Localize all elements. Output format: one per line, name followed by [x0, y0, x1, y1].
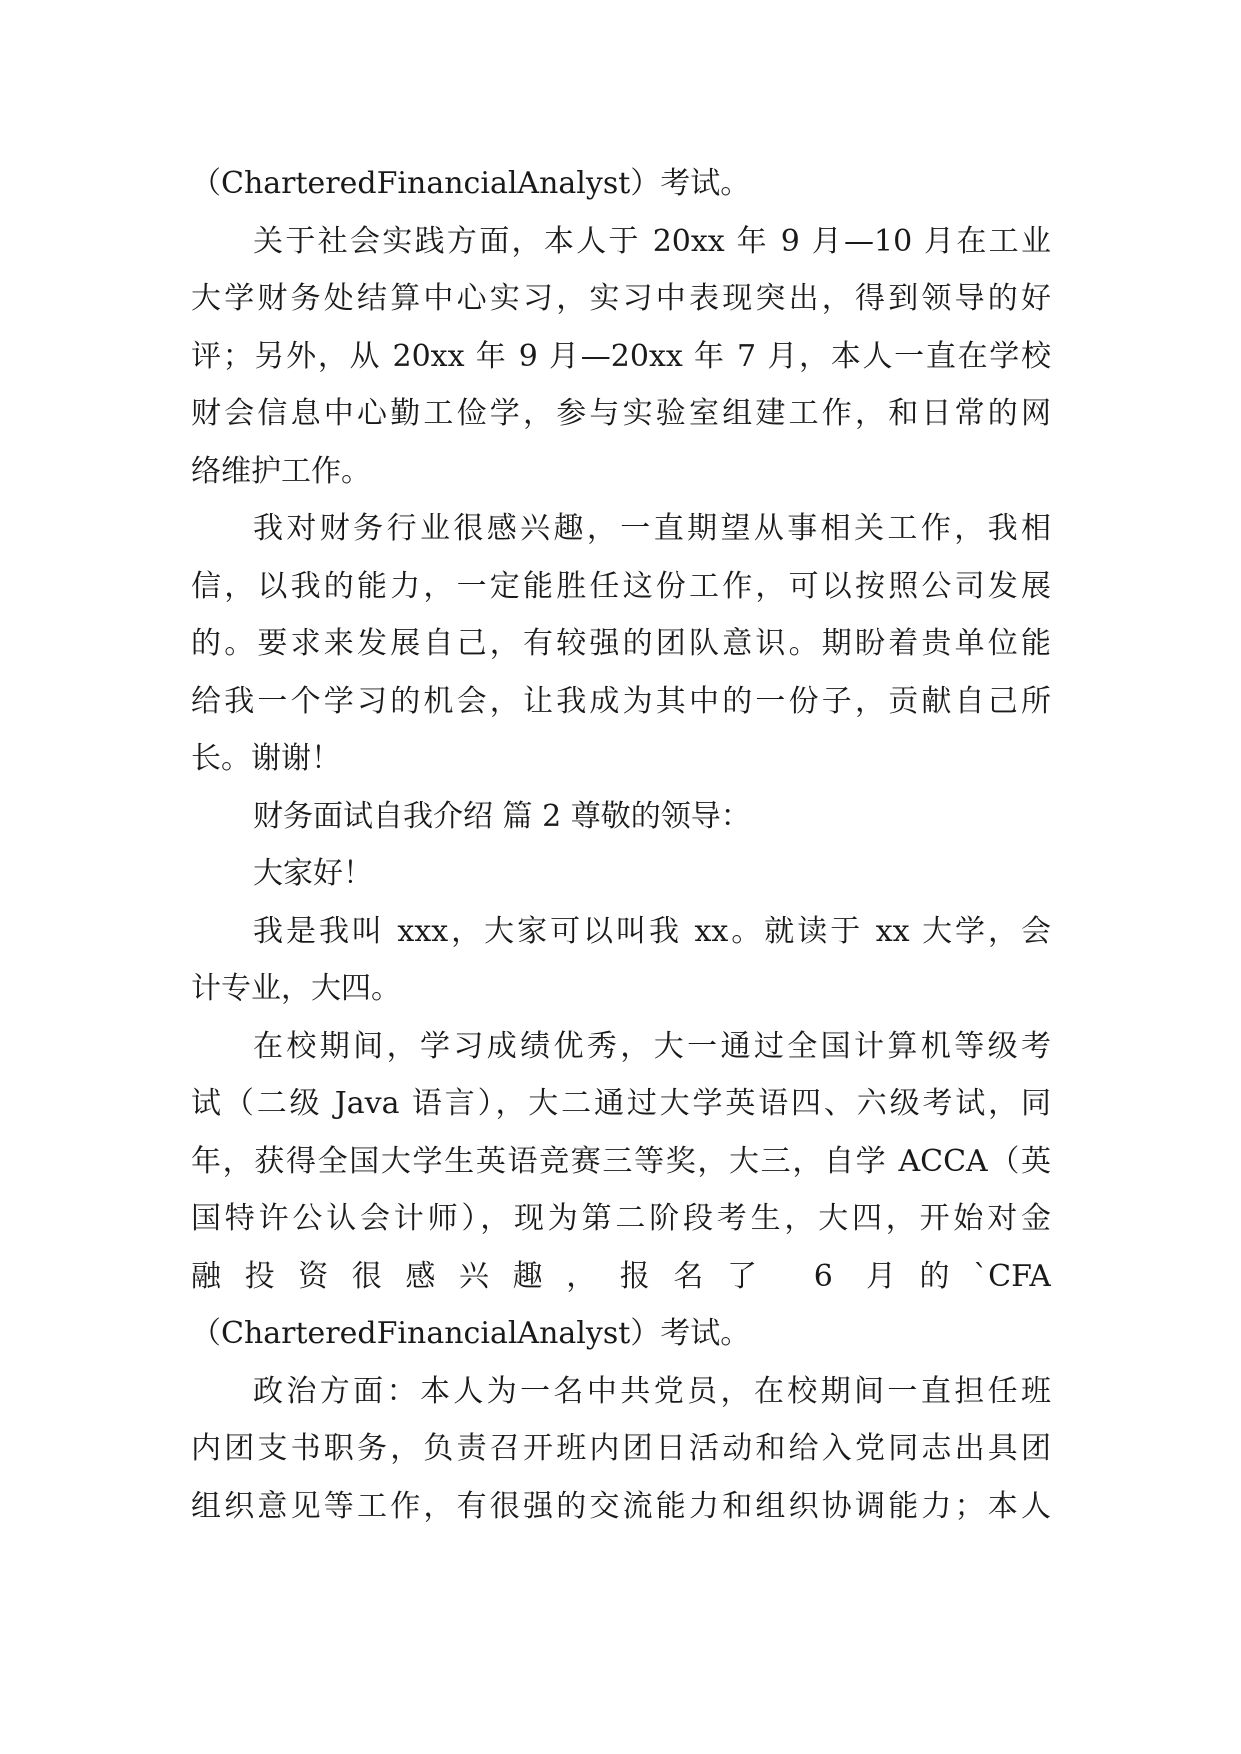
text-line: 融投资很感兴趣，报名了 6 月的`CFA: [191, 1258, 1051, 1294]
text-line: 计专业，大四。: [191, 971, 401, 1006]
text-line: （CharteredFinancialAnalyst）考试。: [191, 166, 751, 201]
text-line: 我是我叫 xxx，大家可以叫我 xx。就读于 xx 大学，会: [253, 913, 1051, 949]
text-line: 内团支书职务，负责召开班内团日活动和给入党同志出具团: [191, 1431, 1051, 1466]
text-line: 络维护工作。: [191, 453, 371, 489]
text-line: 长。谢谢！: [191, 741, 341, 776]
text-line: 组织意见等工作，有很强的交流能力和组织协调能力；本人: [191, 1488, 1051, 1524]
text-line: 的。要求来发展自己，有较强的团队意识。期盼着贵单位能: [191, 626, 1051, 661]
text-line: 评；另外，从 20xx 年 9 月—20xx 年 7 月，本人一直在学校: [191, 338, 1051, 374]
text-line: 财会信息中心勤工俭学，参与实验室组建工作，和日常的网: [191, 396, 1051, 431]
text-line: 信，以我的能力，一定能胜任这份工作，可以按照公司发展: [191, 568, 1051, 604]
text-line: 试（二级 Java 语言），大二通过大学英语四、六级考试，同: [191, 1086, 1051, 1121]
text-line: 给我一个学习的机会，让我成为其中的一份子，贡献自己所: [191, 683, 1051, 719]
text-line: 政治方面：本人为一名中共党员，在校期间一直担任班: [253, 1373, 1051, 1409]
text-line: 关于社会实践方面，本人于 20xx 年 9 月—10 月在工业: [253, 223, 1051, 259]
text-line: 我对财务行业很感兴趣，一直期望从事相关工作，我相: [253, 511, 1051, 546]
text-line: 在校期间，学习成绩优秀，大一通过全国计算机等级考: [253, 1028, 1051, 1064]
text-line: 大家好！: [253, 856, 373, 891]
text-line: 大学财务处结算中心实习，实习中表现突出，得到领导的好: [191, 281, 1051, 316]
section-heading: 财务面试自我介绍 篇 2 尊敬的领导：: [253, 798, 751, 834]
text-line: （CharteredFinancialAnalyst）考试。: [191, 1316, 751, 1351]
text-line: 国特许公认会计师），现为第二阶段考生，大四，开始对金: [191, 1201, 1051, 1236]
document-body: [191, 155, 1051, 1535]
text-line: 年，获得全国大学生英语竞赛三等奖，大三，自学 ACCA（英: [191, 1143, 1051, 1179]
